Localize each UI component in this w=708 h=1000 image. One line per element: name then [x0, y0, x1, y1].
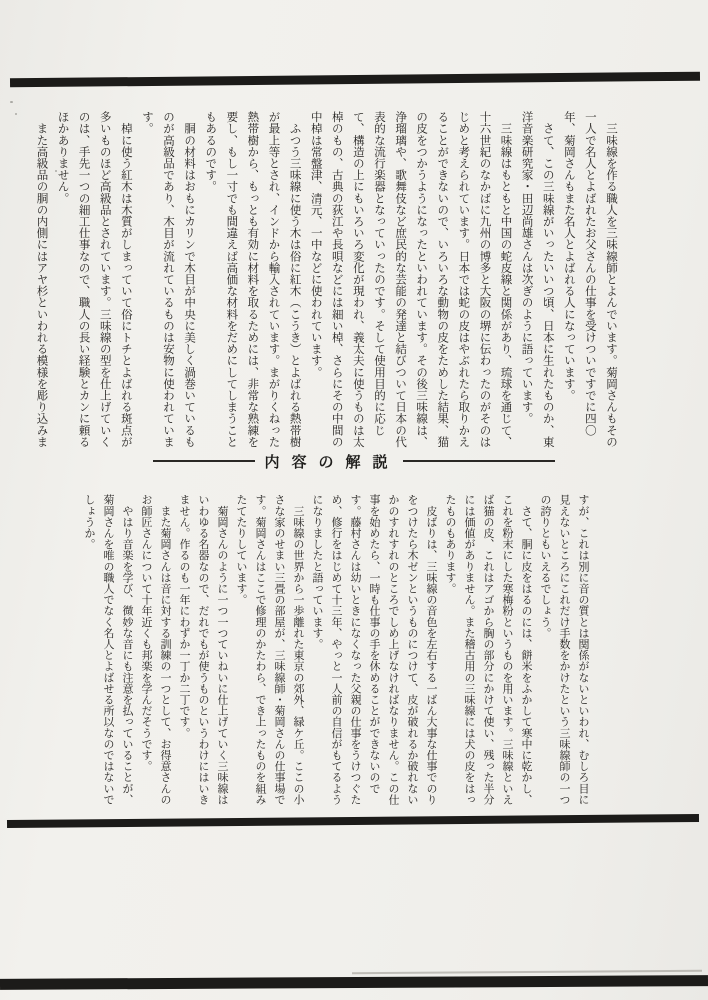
divider-line-right — [403, 460, 555, 462]
text-column: 三味線の世界から一歩離れた東京の郊外、緑ケ丘。ここの小 — [292, 494, 305, 805]
text-column: ません。作るのも一年にわずか一丁か二丁です。 — [178, 494, 191, 739]
divider-title: 内容の解説 — [264, 452, 400, 471]
text-column: 一人で名人とよばれたお父さんの仕事を受けついですでに四〇 — [583, 111, 598, 436]
text-column: やはり音楽を学び、微妙な音にも注意を払っていることが、 — [121, 494, 134, 805]
text-column: ば猫の皮、これはアゴから胸の部分にかけて使い、残った半分 — [482, 494, 495, 805]
text-column: 要し、もし一寸でも間違えば高価な材料をだめにしてしまうこと — [225, 111, 240, 448]
scan-speck — [15, 113, 17, 115]
text-column: 多いものほど高級品とされています。三味線の型を仕上げていく — [98, 111, 113, 448]
text-column: これを粉末にした寒梅粉というものを用います。三味線といえ — [501, 494, 514, 805]
text-column: になりましたと語っています。 — [311, 494, 324, 650]
text-column: ふつう三味線に使う木は俗に紅木（こうき）とよばれる熱帯樹 — [288, 111, 303, 448]
text-column: もあるのです。 — [204, 111, 219, 193]
text-column: す。 — [140, 111, 155, 135]
text-column: す。菊岡さんはここで修理のかたわら、でき上ったものを組み — [254, 494, 267, 805]
text-column: 三味線を作る職人を三味線師とよんでいます。菊岡さんもその — [605, 111, 619, 448]
text-column: じめと考えられています。日本では蛇の皮はやぶれたら取りかえ — [457, 111, 472, 448]
text-column: 表的な流行楽器となっていったのです。そして使用目的に応じ — [372, 111, 387, 436]
text-column: また菊岡さんは音に対する訓練の一つとして、お得意さんの — [159, 494, 172, 805]
text-column: 見えないところにこれだけ手数をかけたという三味線師の一つ — [558, 494, 571, 805]
text-column: たてたりしています。 — [235, 494, 248, 605]
text-column: 事を始めたら、一時も仕事の手を休めることができないので — [368, 494, 381, 794]
bottom-rule — [0, 975, 708, 990]
text-column: 棹のもの、古典の荻江や長唄などには細い棹、さらにその中間の — [330, 111, 345, 448]
text-column: のが高級品であり、木目が流れているものは安物に使われていま — [162, 111, 177, 448]
text-column: 十六世紀のなかばに九州の博多と大阪の堺に伝わったのがそのは — [478, 111, 493, 448]
text-column: 菊岡さんを唯の職人でなく名人とよばせる所以なのではないで — [102, 494, 115, 805]
text-column: の皮をつかうようになったといわれています。その後三味線は、 — [415, 111, 430, 448]
text-column: 三味線はもともと中国の蛇皮線と関係があり、琉球を通じて、 — [499, 111, 514, 448]
text-column: 洋音楽研究家・田辺尚雄さんは次ぎのように語っています。 — [520, 111, 535, 425]
text-column: のは、手先一つの細工仕事なので、職人の長い経験とカンに頼る — [77, 111, 92, 448]
text-column: 棹に使う紅木は木質がしまっていて俗にトチとよばれる斑点が — [119, 111, 134, 448]
article-top-text — [31, 111, 622, 449]
scan-speck — [10, 101, 13, 103]
text-column: さて、胴に皮をはるのには、餅米をふかして寒中に乾かし、 — [520, 494, 533, 805]
text-column: いわゆる名器なので、だれでもが使うものというわけにはいき — [197, 494, 210, 805]
text-column: が最上等とされ、インドから輸入されています。まがりくねった — [267, 111, 282, 448]
section-divider — [0, 449, 708, 473]
middle-rule — [7, 814, 699, 828]
text-column: め、修行をはじめて十三年、やっと一人前の自信がもてるよう — [330, 494, 343, 805]
text-column: しょうか。 — [83, 494, 96, 550]
text-column: 浄瑠璃や、歌舞伎など庶民的な芸能の発達と結びついて日本の代 — [394, 111, 409, 448]
text-column: て、構造の上にもいろいろ変化が現われ、義太夫に使うものは太 — [351, 111, 366, 448]
scan-artifact-line — [352, 970, 702, 974]
text-column: 熱帯樹から、もっとも有効に材料を取るためには、非常な熟練を — [246, 111, 261, 448]
article-bottom-text — [79, 494, 593, 806]
text-column: ることができないので、いろいろな動物の皮をためした結果、猫 — [436, 111, 451, 448]
text-column: 菊岡さんのように一つ一つていねいに仕上げていく三味線は — [216, 494, 229, 805]
text-column: さな家のせまい三畳の部屋が、三味線師・菊岡さんの仕事場で — [273, 494, 286, 805]
top-rule — [10, 72, 700, 88]
text-column: ほかありません。 — [56, 111, 71, 204]
text-column: の誇りともいえるでしょう。 — [539, 494, 552, 639]
divider-line-left — [153, 460, 255, 462]
text-column: たものもあります。 — [444, 494, 457, 594]
text-column: には価値がありません。また稽古用の三味線には犬の皮をはっ — [463, 494, 476, 805]
text-column: すが、これは別に音の質とは関係がないといわれ、むしろ目に — [577, 494, 590, 805]
text-column: 中棹は常盤津、清元、一中などに使われています。 — [309, 111, 324, 378]
text-column: さて、この三味線がいったいいつ頃、日本に生れたものか、東 — [541, 111, 556, 448]
text-column: 胴の材料はおもにカリンで木目が中央に美しく渦巻いているも — [183, 111, 198, 448]
text-column: す。藤村さんは幼いときになくなった父親の仕事をうけつぐた — [349, 494, 362, 805]
text-column: また高級品の胴の内側にはアヤ杉といわれる模様を彫り込みま — [35, 111, 50, 448]
text-column: 皮ばりは、三味線の音色を左右する一ばん大事な仕事でのり — [425, 494, 438, 805]
text-column: 年、菊岡さんもまた名人とよばれる人になっています。 — [562, 111, 577, 401]
text-column: お師匠さんについて十年近くも邦楽を学んだそうです。 — [140, 494, 153, 772]
text-column: かのすれすれのところでしめ上げなければなりません。この仕 — [387, 494, 400, 805]
text-column: をつけたら木ゼンというものにつけて、皮が破れるか破れない — [406, 494, 419, 805]
